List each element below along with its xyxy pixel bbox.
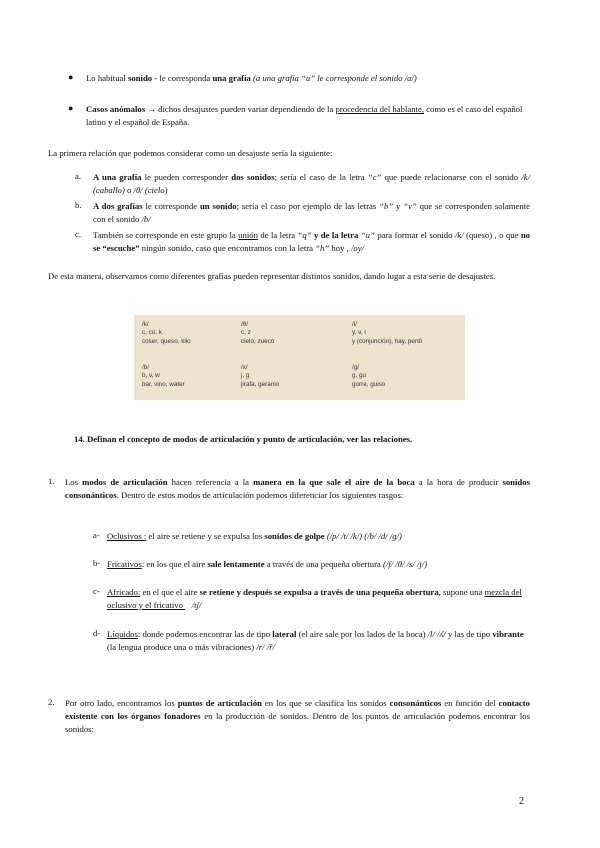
mode-fricative: Fricativos: en los que el aire sale lentamente a través de una pequeña obertura (/f/ /θ/ /s/ /j/) — [107, 559, 428, 569]
table-cell: /k/ c, cu, k coser, queso, kilo — [142, 321, 191, 345]
mode-affricate: Africado: en el que el aire se retiene y después se expulsa a través de una pequeña obertura, supone una mezcla del oclusivo y el fricativo /tʃ/ — [107, 587, 522, 610]
list-item-a: A una grafía le pueden corresponder dos sonidos; sería el caso de la letra “c” que puede relacionarse con el sonido /k/ (caballo) o /θ/ (cielo) — [93, 172, 531, 195]
page-number: 2 — [519, 796, 524, 807]
numbered-item-2: Por otro lado, encontramos los puntos de articulación en los que se clasifica los sonidos consonánticos en función del contacto existente con los órganos fonadores en la producción de sonidos. Dentro de los puntos de articulación podemos encontrar los sonidos: — [65, 698, 531, 734]
bullet-2: Casos anómalos → dichos desajustes pueden variar dependiendo de la procedencia del hablante, como es el caso del español latino y el español de España. — [86, 104, 523, 127]
bullet-dot: ● — [68, 72, 74, 82]
mode-occlusive: Oclusivos : el aire se retiene y se expulsa los sonidos de golpe (/p/ /t/ /k/) (/b/ /d/ /g/) — [107, 531, 402, 541]
mode-liquid: Líquidos: donde podemos encontrar las de tipo lateral (el aire sale por los lados de la boca) /l/ /ʎ/ y las de tipo vibrante (la lengua produce una o más vibraciones) /r/ /ř/ — [107, 629, 524, 652]
list-marker: b- — [93, 558, 101, 568]
list-marker: a- — [93, 530, 100, 540]
table-cell: /b/ b, v, w bar, vino, water — [142, 364, 185, 388]
list-item-c: También se corresponde en este grupo la unión de la letra “q” y de la letra “u” para formar el sonido /k/ (queso) , o que no se “escuche” ningún sonido, caso que encontramos con la letra “h” hoy , /oy/ — [93, 230, 530, 253]
list-marker: d- — [93, 628, 101, 638]
list-marker: a. — [75, 171, 82, 181]
bullet-1: Lo habitual sonido - le corresponda una grafía (a una grafía “a” le corresponde el sonido /a/) — [86, 73, 417, 83]
table-cell: /θ/ c, z cielo, zueco — [241, 321, 275, 345]
table-cell: /x/ j, g jirafa, geranio — [241, 364, 280, 388]
list-marker: 2. — [48, 697, 55, 707]
list-marker: c- — [93, 586, 100, 596]
numbered-item-1: Los modos de articulación hacen referencia a la manera en la que sale el aire de la boca a la hora de producir sonidos consonánticos. Dentro de estos modos de articulación podemos diferenciar los siguientes rasgos: — [65, 477, 530, 500]
summary-paragraph: De esta manera, observamos como diferentes grafías pueden representar distintos sonidos, dando lugar a esta serie de desajustes. — [48, 271, 496, 281]
bullet-dot: ● — [68, 103, 74, 113]
grapheme-sound-table — [134, 315, 465, 400]
intro-paragraph: La primera relación que podemos considerar como un desajuste sería la siguiente: — [48, 148, 333, 158]
question-heading: 14. Definan el concepto de modos de articulación y punto de articulación, ver las relaciones. — [74, 434, 413, 444]
table-cell: /g/ g, gu gorre, guiso — [352, 364, 386, 388]
list-marker: c. — [75, 229, 82, 239]
table-cell: /i/ y, v, i y (conjunción), hay, perdí — [352, 321, 423, 345]
list-marker: b. — [75, 200, 82, 210]
list-marker: 1. — [48, 476, 55, 486]
list-item-b: A dos grafías le corresponde un sonido; sería el caso por ejemplo de las letras “b” y “v” que se corresponden solamente con el sonido /b/ — [93, 201, 531, 224]
